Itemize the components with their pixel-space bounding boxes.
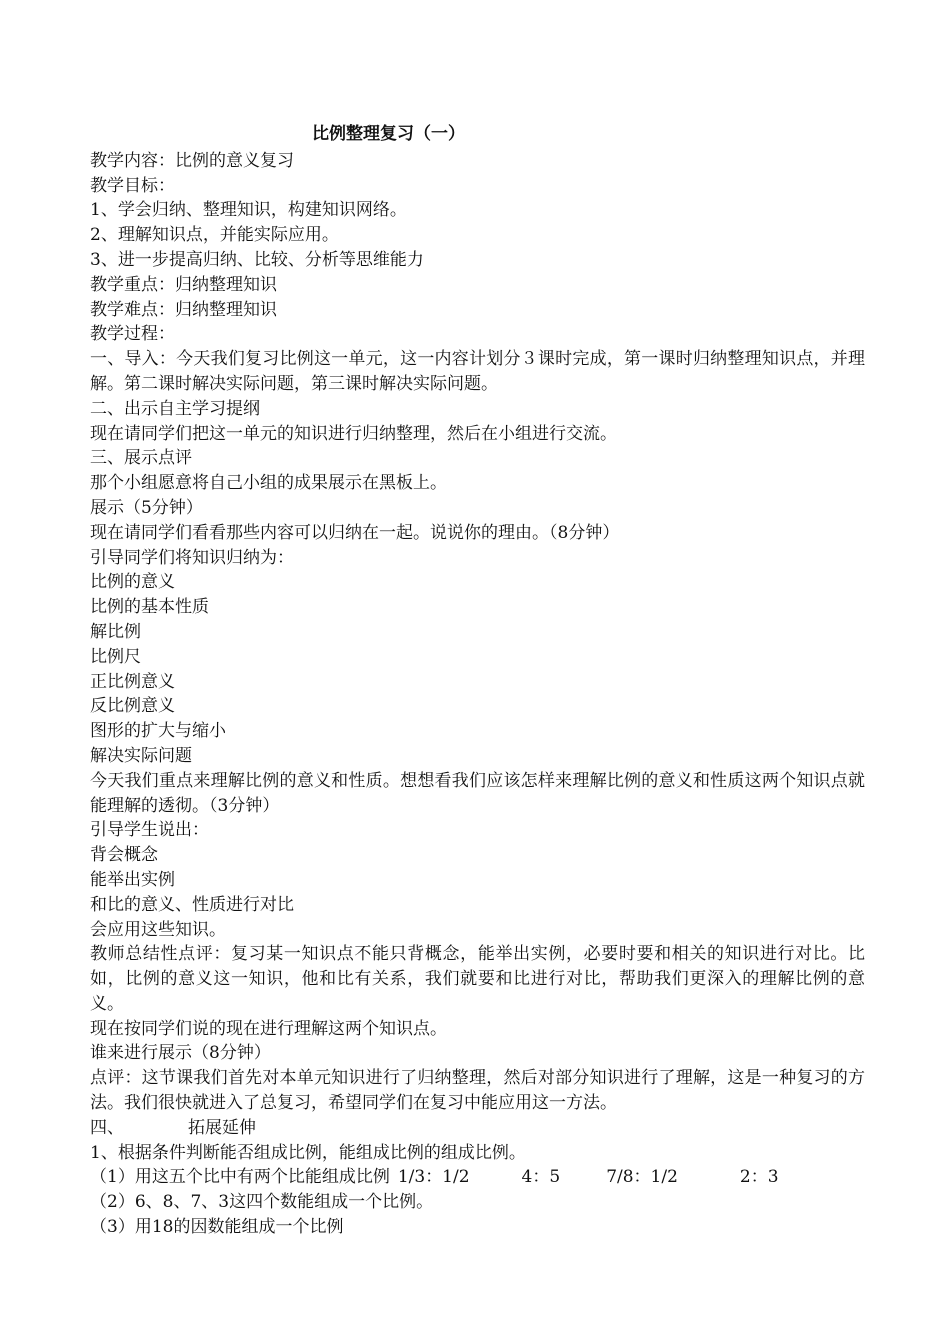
paragraph: 现在请同学们看看那些内容可以归纳在一起。说说你的理由。（8分钟） <box>90 522 620 543</box>
goal-item: 2、理解知识点，并能实际应用。 <box>90 225 339 246</box>
goals-heading: 教学目标： <box>90 175 175 196</box>
ratio-one: 1/3：1/2 <box>397 1167 470 1188</box>
list-item: 解比例 <box>90 621 141 642</box>
paragraph: 那个小组愿意将自己小组的成果展示在黑板上。 <box>90 473 447 494</box>
list-item: 比例的意义 <box>90 572 175 593</box>
page-title: 比例整理复习（一） <box>312 124 465 144</box>
list-item: 解决实际问题 <box>90 745 192 766</box>
exercise-two: （2）6、8、7、3这四个数能组成一个比例。 <box>90 1192 434 1213</box>
paragraph: 谁来进行展示（8分钟） <box>90 1043 271 1064</box>
exercise-three: （3）用18的因数能组成一个比例 <box>90 1217 344 1238</box>
process-heading: 教学过程： <box>90 324 175 345</box>
section-heading: 二、出示自主学习提纲 <box>90 398 260 419</box>
paragraph: 今天我们重点来理解比例的意义和性质。想想看我们应该怎样来理解比例的意义和性质这两个知识点就能理解的透彻。（3分钟） <box>90 770 865 816</box>
difficulty: 教学难点：归纳整理知识 <box>90 299 277 320</box>
exercise-one <box>90 1165 865 1190</box>
list-item: 和比的意义、性质进行对比 <box>90 894 294 915</box>
document-page <box>90 122 865 1240</box>
section-four-number: 四、 <box>90 1117 124 1138</box>
paragraph: 引导同学们将知识归纳为： <box>90 547 294 568</box>
teacher-summary: 教师总结性点评：复习某一知识点不能只背概念，能举出实例，必要时要和相关的知识进行对比。比如，比例的意义这一知识，他和比有关系，我们就要和比进行对比，帮助我们更深入的理解比例的意义。 <box>90 944 865 1014</box>
list-item: 正比例意义 <box>90 671 175 692</box>
section-four-heading <box>90 1116 865 1141</box>
list-item: 比例尺 <box>90 646 141 667</box>
list-item: 图形的扩大与缩小 <box>90 721 226 742</box>
list-item: 比例的基本性质 <box>90 597 209 618</box>
exercise-one-prefix: （1）用这五个比中有两个比能组成比例 <box>90 1167 390 1188</box>
exercise-intro: 1、根据条件判断能否组成比例，能组成比例的组成比例。 <box>90 1142 526 1163</box>
list-item: 能举出实例 <box>90 869 175 890</box>
paragraph: 现在请同学们把这一单元的知识进行归纳整理，然后在小组进行交流。 <box>90 423 617 444</box>
section-four-label: 拓展延伸 <box>188 1117 256 1138</box>
key-point: 教学重点：归纳整理知识 <box>90 274 277 295</box>
review-paragraph: 点评：这节课我们首先对本单元知识进行了归纳整理，然后对部分知识进行了理解，这是一种复习的方法。我们很快就进入了总复习，希望同学们在复习中能应用这一方法。 <box>90 1068 865 1114</box>
paragraph: 引导学生说出： <box>90 820 209 841</box>
list-item: 背会概念 <box>90 845 158 866</box>
paragraph: 展示（5分钟） <box>90 497 203 518</box>
ratio-four: 2：3 <box>739 1167 779 1188</box>
ratio-two: 4：5 <box>521 1167 561 1188</box>
goal-item: 1、学会归纳、整理知识，构建知识网络。 <box>90 200 407 221</box>
intro-paragraph: 一、导入：今天我们复习比例这一单元，这一内容计划分３课时完成，第一课时归纳整理知识点，并理解。第二课时解决实际问题，第三课时解决实际问题。 <box>90 349 865 394</box>
ratio-three: 7/8：1/2 <box>606 1167 678 1188</box>
list-item: 反比例意义 <box>90 696 175 717</box>
paragraph: 现在按同学们说的现在进行理解这两个知识点。 <box>90 1018 447 1039</box>
section-heading: 三、展示点评 <box>90 448 192 469</box>
teaching-content: 教学内容：比例的意义复习 <box>90 150 294 171</box>
list-item: 会应用这些知识。 <box>90 919 226 940</box>
goal-item: 3、进一步提高归纳、比较、分析等思维能力 <box>90 249 424 270</box>
